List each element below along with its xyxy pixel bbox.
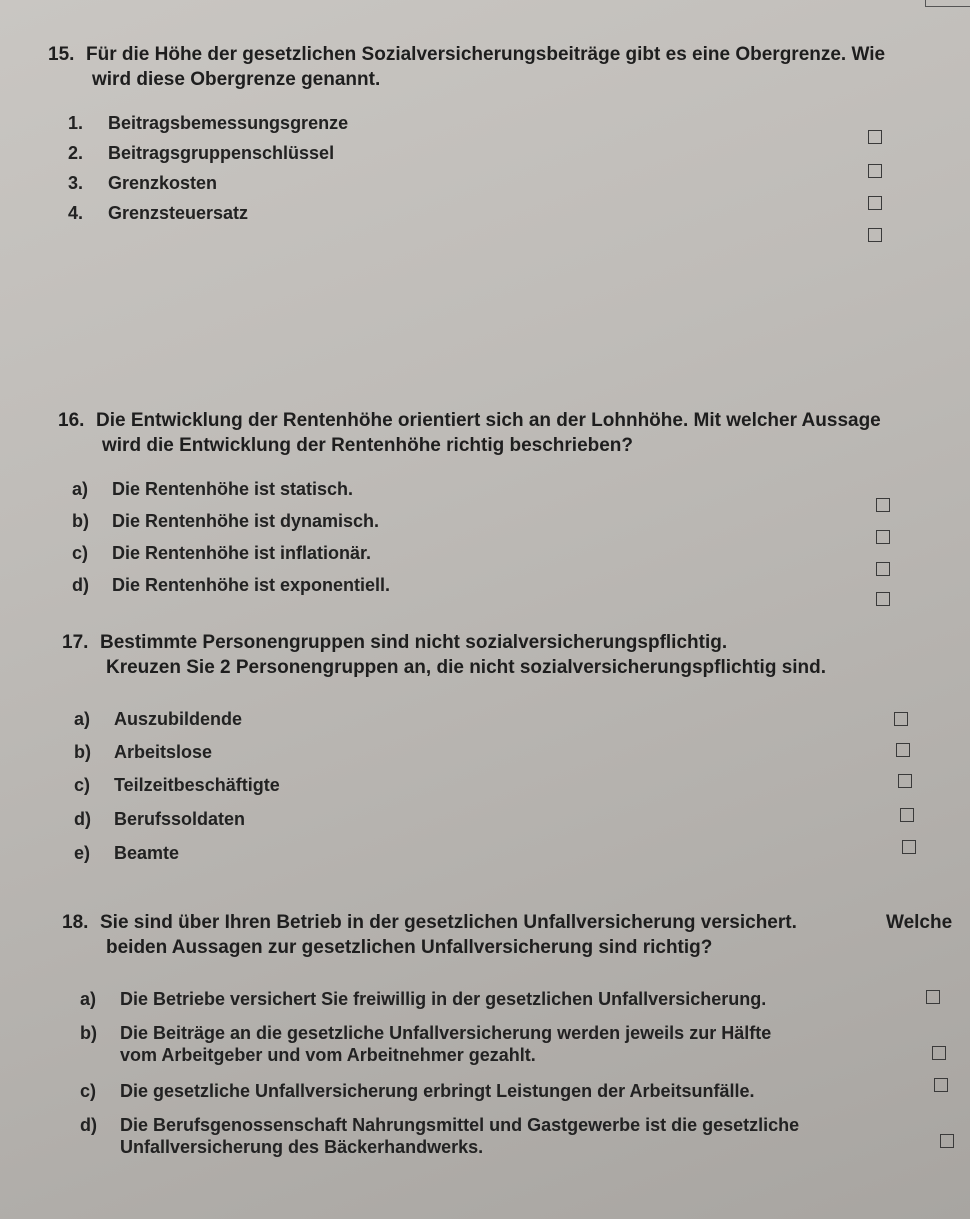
q17-option-b bbox=[74, 741, 212, 763]
q15-option-1 bbox=[68, 112, 348, 134]
question-15 bbox=[48, 42, 948, 92]
option-text: Die Rentenhöhe ist dynamisch. bbox=[112, 511, 380, 531]
q16-option-d bbox=[72, 574, 390, 596]
question-text-line1: Für die Höhe der gesetzlichen Sozialversicherungsbeiträge gibt es eine Obergrenze. Wie bbox=[86, 44, 886, 65]
question-16 bbox=[58, 408, 938, 458]
q15-checkbox-2[interactable] bbox=[868, 164, 882, 178]
option-label: a) bbox=[80, 989, 97, 1009]
option-label: c) bbox=[72, 543, 89, 563]
q18-option-c bbox=[80, 1080, 754, 1102]
option-label: b) bbox=[74, 742, 91, 762]
option-text: Grenzkosten bbox=[108, 173, 218, 193]
question-18 bbox=[62, 910, 962, 960]
option-text: Die Berufsgenossenschaft Nahrungsmittel und Gastgewerbe ist die gesetzliche bbox=[120, 1115, 800, 1135]
q16-checkbox-c[interactable] bbox=[876, 562, 890, 576]
option-text: Beitragsgruppenschlüssel bbox=[108, 143, 335, 163]
q16-checkbox-d[interactable] bbox=[876, 592, 890, 606]
question-text-line2: beiden Aussagen zur gesetzlichen Unfallversicherung sind richtig? bbox=[106, 937, 713, 958]
option-label: 4. bbox=[68, 203, 84, 223]
q15-option-4 bbox=[68, 202, 248, 224]
q17-checkbox-e[interactable] bbox=[902, 840, 916, 854]
q17-checkbox-c[interactable] bbox=[898, 774, 912, 788]
q17-checkbox-b[interactable] bbox=[896, 743, 910, 757]
option-text: Die Rentenhöhe ist statisch. bbox=[112, 479, 354, 499]
q15-option-3 bbox=[68, 172, 217, 194]
option-text: Arbeitslose bbox=[114, 742, 213, 762]
q17-option-c bbox=[74, 774, 280, 796]
q18-checkbox-b[interactable] bbox=[932, 1046, 946, 1060]
option-text: Auszubildende bbox=[114, 709, 243, 729]
option-text: Beamte bbox=[114, 843, 180, 863]
q16-option-c bbox=[72, 542, 371, 564]
q16-option-a bbox=[72, 478, 353, 500]
option-label: a) bbox=[74, 709, 91, 729]
q17-checkbox-a[interactable] bbox=[894, 712, 908, 726]
question-text-line2: wird die Entwicklung der Rentenhöhe richtig beschrieben? bbox=[102, 435, 634, 456]
q16-checkbox-b[interactable] bbox=[876, 530, 890, 544]
option-label: d) bbox=[80, 1115, 97, 1135]
option-label: e) bbox=[74, 843, 91, 863]
q18-checkbox-c[interactable] bbox=[934, 1078, 948, 1092]
q17-option-a bbox=[74, 708, 242, 730]
option-text: Beitragsbemessungsgrenze bbox=[108, 113, 349, 133]
option-text-continued: vom Arbeitgeber und vom Arbeitnehmer gezahlt. bbox=[120, 1045, 536, 1065]
option-label: b) bbox=[72, 511, 89, 531]
question-17 bbox=[62, 630, 942, 680]
option-text: Die Rentenhöhe ist inflationär. bbox=[112, 543, 372, 563]
option-label: c) bbox=[74, 775, 91, 795]
question-text-line1: Die Entwicklung der Rentenhöhe orientiert sich an der Lohnhöhe. Mit welcher Aussage bbox=[96, 410, 881, 431]
q15-checkbox-4[interactable] bbox=[868, 228, 882, 242]
option-label: 1. bbox=[68, 113, 84, 133]
option-label: 3. bbox=[68, 173, 84, 193]
q18-option-b bbox=[80, 1022, 900, 1066]
option-text-continued: Unfallversicherung des Bäckerhandwerks. bbox=[120, 1137, 484, 1157]
q17-checkbox-d[interactable] bbox=[900, 808, 914, 822]
option-label: a) bbox=[72, 479, 89, 499]
q17-option-d bbox=[74, 808, 245, 830]
option-text: Die gesetzliche Unfallversicherung erbringt Leistungen der Arbeitsunfälle. bbox=[120, 1081, 755, 1101]
option-label: c) bbox=[80, 1081, 97, 1101]
option-label: 2. bbox=[68, 143, 84, 163]
option-text: Die Beiträge an die gesetzliche Unfallversicherung werden jeweils zur Hälfte bbox=[120, 1023, 772, 1043]
question-number: 18. bbox=[62, 912, 89, 933]
question-number: 17. bbox=[62, 632, 89, 653]
option-text: Berufssoldaten bbox=[114, 809, 246, 829]
option-label: d) bbox=[72, 575, 89, 595]
q15-checkbox-3[interactable] bbox=[868, 196, 882, 210]
question-number: 15. bbox=[48, 44, 75, 65]
question-text-line2: wird diese Obergrenze genannt. bbox=[92, 69, 381, 90]
question-text-line1-tail: Welche bbox=[886, 912, 953, 933]
q18-checkbox-d[interactable] bbox=[940, 1134, 954, 1148]
corner-mark bbox=[925, 0, 970, 7]
q15-checkbox-1[interactable] bbox=[868, 130, 882, 144]
option-text: Die Rentenhöhe ist exponentiell. bbox=[112, 575, 391, 595]
q15-option-2 bbox=[68, 142, 334, 164]
q18-option-a bbox=[80, 988, 766, 1010]
option-text: Teilzeitbeschäftigte bbox=[114, 775, 280, 795]
q18-checkbox-a[interactable] bbox=[926, 990, 940, 1004]
option-text: Grenzsteuersatz bbox=[108, 203, 249, 223]
question-text-line1: Sie sind über Ihren Betrieb in der gesetzlichen Unfallversicherung versichert. bbox=[100, 912, 797, 933]
q17-option-e bbox=[74, 842, 179, 864]
question-number: 16. bbox=[58, 410, 85, 431]
option-text: Die Betriebe versichert Sie freiwillig in der gesetzlichen Unfallversicherung. bbox=[120, 989, 767, 1009]
q16-option-b bbox=[72, 510, 379, 532]
q18-option-d bbox=[80, 1114, 920, 1158]
option-label: d) bbox=[74, 809, 91, 829]
q16-checkbox-a[interactable] bbox=[876, 498, 890, 512]
option-label: b) bbox=[80, 1023, 97, 1043]
question-text-line1: Bestimmte Personengruppen sind nicht sozialversicherungspflichtig. bbox=[100, 632, 728, 653]
question-text-line2: Kreuzen Sie 2 Personengruppen an, die nicht sozialversicherungspflichtig sind. bbox=[106, 657, 827, 678]
